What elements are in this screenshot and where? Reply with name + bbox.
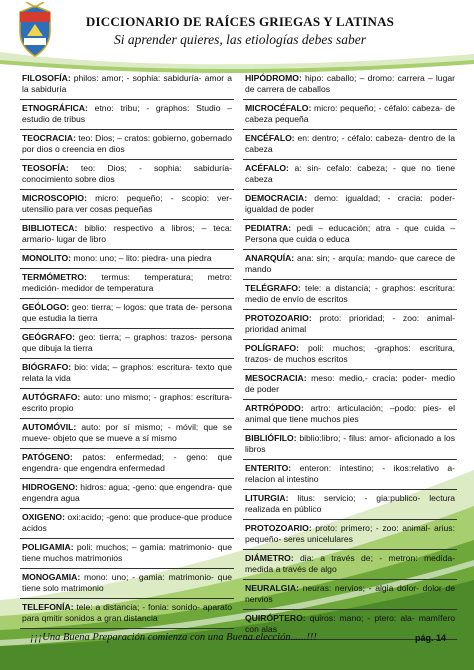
entry-term: ENTERITO: (245, 463, 292, 473)
entry-definition: a: sin- cefalo: cabeza; - que no tiene cabeza (245, 163, 455, 184)
entry-term: ENCÉFALO: (245, 133, 295, 143)
entry-definition: quiros: mano; - ptero: ala- mamífero con alas (245, 613, 455, 634)
entry-term: MONOGAMIA: (22, 572, 81, 582)
entry-definition: poli: muchos; – gamia: matrimonio- que tiene muchos matrimonios (22, 542, 232, 563)
entry-definition: ana: sin; - arquía: mando- que carece de mando (245, 253, 455, 274)
entry-term: GEÓGRAFO: (22, 332, 75, 342)
entry-term: DEMOCRACIA: (245, 193, 308, 203)
entry-definition: hipo: caballo; – dromo: carrera – lugar de carrera de caballos (245, 73, 455, 94)
entry-term: PEDIATRA: (245, 223, 292, 233)
dictionary-entry (20, 479, 234, 509)
dictionary-entry (243, 460, 457, 490)
entry-definition: litus: servicio; - gia:publico- lectura realizada en público (245, 493, 455, 514)
dictionary-entry (243, 550, 457, 580)
entry-definition: micro: pequeño; - céfalo: cabeza- de cabeza pequeña (245, 103, 455, 124)
entry-term: POLIGAMIA: (22, 542, 74, 552)
dictionary-entry (20, 190, 234, 220)
dictionary-entry (243, 340, 457, 370)
entry-term: GEÓLOGO: (22, 302, 70, 312)
entry-definition: biblio: respectivo a libros; – teca: armario- lugar de libro (22, 223, 232, 244)
dictionary-entry (243, 370, 457, 400)
dictionary-entry (20, 299, 234, 329)
footer-motto: ¡¡¡Una Buena Preparación comienza con una Buena elección......!!! (30, 632, 317, 643)
entry-definition: etno: tribu; - graphos: Studio – estudio de tribus (22, 103, 232, 124)
dictionary-entry (20, 100, 234, 130)
dictionary-entry (20, 269, 234, 299)
dictionary-entry (243, 430, 457, 460)
entry-term: AUTOMÓVIL: (22, 422, 77, 432)
entry-definition: neuras: nervios; - algia dolor- dolor de nervios (245, 583, 455, 604)
page-number: pág. 14 (414, 633, 446, 643)
dictionary-entry (243, 580, 457, 610)
entry-term: MICROCÉFALO: (245, 103, 312, 113)
entry-term: HIDROGENO: (22, 482, 78, 492)
entry-definition: teo: Dios; - sophia: sabiduría-conocimiento sobre dios (22, 163, 232, 184)
entry-term: TEOCRACIA: (22, 133, 76, 143)
entry-definition: mono: uno; - gamia: matrimonio- que tiene solo matrimonio (22, 572, 232, 593)
entry-definition: en: dentro; - céfalo: cabeza- dentro de la cabeza (245, 133, 455, 154)
dictionary-entry (243, 520, 457, 550)
entry-term: TELEFONÍA: (22, 602, 74, 612)
entry-definition: poli: muchos; -graphos: escritura, trazos- de muchos escritos (245, 343, 455, 364)
dictionary-entry (243, 100, 457, 130)
entry-definition: artro: articulación; –podo: pies- el animal que tiene muchos pies (245, 403, 455, 424)
entry-term: TERMÓMETRO: (22, 272, 87, 282)
dictionary-entry (243, 250, 457, 280)
entry-term: BIBLIÓFILO: (245, 433, 297, 443)
dictionary-entry (243, 130, 457, 160)
entry-term: QUIRÓPTERO: (245, 613, 306, 623)
entry-term: MONOLITO: (22, 253, 72, 263)
entry-term: FILOSOFÍA: (22, 73, 71, 83)
entry-definition: tele: a distancia; - fonia: sonido- aparato para qmitir sonidos a gran distancia (22, 602, 232, 623)
entry-term: ARTRÓPODO: (245, 403, 304, 413)
entry-definition: geo: tierra; – logos: que trata de- persona que estudia la tierra (22, 302, 232, 323)
dictionary-entry (243, 490, 457, 520)
entry-definition: hidros: agua; -geno: que engendra- que engendra agua (22, 482, 232, 503)
dictionary-entry (243, 220, 457, 250)
dictionary-entry (243, 190, 457, 220)
right-column (243, 70, 457, 640)
entry-definition: teo: Dios; – cratos: gobierno, gobernado por dios o creencia en dios (22, 133, 232, 154)
entry-term: MESOCRACIA: (245, 373, 307, 383)
dictionary-entry (243, 280, 457, 310)
dictionary-entry (20, 449, 234, 479)
left-column (20, 70, 234, 629)
entry-term: OXIGENO: (22, 512, 65, 522)
entry-term: PATÓGENO: (22, 452, 73, 462)
entry-definition: enteron: intestino; - ikos:relativo a- relacion al intestino (245, 463, 455, 484)
dictionary-entry (243, 160, 457, 190)
dictionary-entry (20, 419, 234, 449)
entry-definition: auto: por sí mismo; - móvil: que se mueve- objeto que se mueve a sí mismo (22, 422, 232, 443)
entry-definition: patos: enfermedad; - geno: que engendra- que engendra enfermedad (22, 452, 232, 473)
dictionary-entry (20, 569, 234, 599)
page-header (0, 0, 474, 70)
entry-term: DIÁMETRO: (245, 553, 294, 563)
entry-term: HIPÓDROMO: (245, 73, 302, 83)
entry-definition: tele: a distancia; - graphos: escritura: medio de envío de escritos (245, 283, 455, 304)
dictionary-entry (20, 509, 234, 539)
entry-definition: pedi – educación; atra - que cuida – Persona que cuida o educa (245, 223, 455, 244)
dictionary-entry (20, 539, 234, 569)
entry-term: PROTOZOARIO: (245, 313, 312, 323)
entry-definition: mono: uno; – lito: piedra- una piedra (71, 253, 212, 263)
entry-definition: meso: medio,- cracia: poder- medio de poder (245, 373, 455, 394)
page-title: DICCIONARIO DE RAÍCES GRIEGAS Y LATINAS (85, 14, 395, 29)
school-crest-logo (16, 2, 54, 58)
dictionary-entry (243, 310, 457, 340)
dictionary-entry (20, 130, 234, 160)
entry-definition: termus: temperatura; metro: medición- medidor de temperatura (22, 272, 232, 293)
dictionary-entry (20, 160, 234, 190)
entry-definition: dia: a través de; - metron: medida- medida a través de algo (245, 553, 455, 574)
entry-definition: demo: igualdad; - cracia: poder- igualdad de poder (245, 193, 455, 214)
entry-term: TEOSOFÍA: (22, 163, 69, 173)
entry-term: BIÓGRAFO: (22, 362, 72, 372)
page-footer (0, 624, 474, 670)
dictionary-entry (20, 220, 234, 250)
entry-definition: geo: tierra; – graphos: trazos- persona que dibuja la tierra (22, 332, 232, 353)
entry-term: ANARQUÍA: (245, 253, 295, 263)
page-subtitle: Si aprender quieres, las etiologías debes saber (113, 32, 367, 47)
entry-term: ACÉFALO: (245, 163, 289, 173)
entry-definition: biblio:libro; - filus: amor- aficionado a los libros (245, 433, 455, 454)
dictionary-entry (20, 329, 234, 359)
dictionary-entry (243, 70, 457, 100)
entry-definition: proto: prioridad; - zoo: animal- prioridad animal (245, 313, 455, 334)
entry-definition: micro: pequeño; - scopio: ver- utensilio para ver cosas pequeñas (22, 193, 232, 214)
entry-term: TELÉGRAFO: (245, 283, 301, 293)
dictionary-entry (20, 359, 234, 389)
entry-term: LITURGIA: (245, 493, 289, 503)
entry-term: ETNOGRÁFICA: (22, 103, 88, 113)
dictionary-entry (20, 389, 234, 419)
dictionary-entry (20, 70, 234, 100)
entry-term: PROTOZOARIO: (245, 523, 312, 533)
entry-term: NEURALGIA: (245, 583, 299, 593)
entry-definition: oxi:acido; -geno: que produce-que produce acidos (22, 512, 232, 533)
entry-definition: auto: uno mismo; - graphos: escritura-escrito propio (22, 392, 232, 413)
entry-definition: proto: primero; - zoo: animal- arius: pequeño- seres unicelulares (245, 523, 455, 544)
entry-term: POLÍGRAFO: (245, 343, 299, 353)
entry-term: BIBLIOTECA: (22, 223, 78, 233)
entry-definition: philos: amor; - sophia: sabiduría- amor a la sabiduría (22, 73, 232, 94)
entry-term: AUTÓGRAFO: (22, 392, 81, 402)
entry-term: MICROSCOPIO: (22, 193, 87, 203)
entry-definition: bio: vida; – graphos: escritura- texto que relata la vida (22, 362, 232, 383)
dictionary-entry (20, 250, 234, 269)
dictionary-entry (243, 400, 457, 430)
